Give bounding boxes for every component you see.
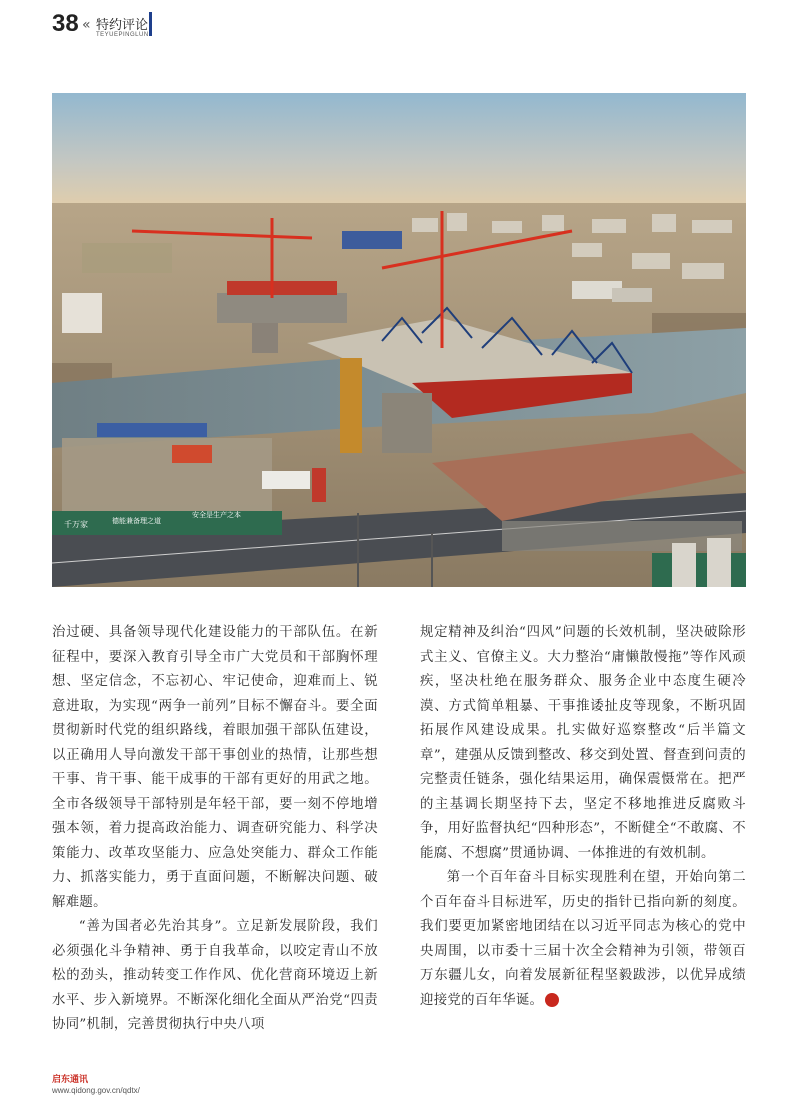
bridge-construction-photo xyxy=(52,93,746,587)
section-title-pinyin: TEYUEPINGLUN xyxy=(96,32,149,38)
article-right-column xyxy=(420,621,746,1013)
paragraph: 治过硬、具备领导现代化建设能力的干部队伍。在新征程中，要深入教育引导全市广大党员和干部胸怀理想、坚定信念，不忘初心、牢记使命，迎难而上、锐意进取，为实现“两争一前列”目标不懈奋斗。要全面贯彻新时代党的组织路线，着眼加强干部队伍建设，以正确用人导向激发干部干事创业的热情，让那些想干事、肯干事、能干成事的干部有更好的用武之地。全市各级领导干部特别是年轻干部，要一刻不停地增强本领，着力提高政治能力、调查研究能力、科学决策能力、改革攻坚能力、应急处突能力、群众工作能力、抓落实能力，勇于直面问题，不断解决问题、破解难题。 xyxy=(52,625,378,910)
paragraph-final xyxy=(420,866,746,1013)
page-number: 38 xyxy=(52,10,79,37)
double-chevron-icon: « xyxy=(82,17,91,33)
footer-brand: 启东通讯 xyxy=(52,1075,89,1085)
signboard-text-1: 千万家 xyxy=(64,520,88,529)
photo-illustration xyxy=(52,93,746,587)
paragraph: 规定精神及纠治“四风”问题的长效机制，坚决破除形式主义、官僚主义。大力整治“庸懒散慢拖”等作风顽疾，坚决杜绝在服务群众、服务企业中态度生硬冷漠、方式简单粗暴、干事推诿扯皮等现象，不断巩固拓展作风建设成果。扎实做好巡察整改“后半篇文章”，建强从反馈到整改、移交到处置、督查到问责的完整责任链条，强化结果运用，确保震慑常在。把严的主基调长期坚持下去，坚定不移地推进反腐败斗争，用好监督执纪“四种形态”，不断健全“不敢腐、不能腐、不想腐”贯通协调、一体推进的有效机制。 xyxy=(420,625,746,861)
article-left-column xyxy=(52,621,378,1038)
end-mark-icon: 东 xyxy=(545,993,559,1007)
signboard-text-3: 安全是生产之本 xyxy=(192,511,241,519)
paragraph-text: 第一个百年奋斗目标实现胜利在望，开始向第二个百年奋斗目标进军，历史的指针已指向新的刻度。我们要更加紧密地团结在以习近平同志为核心的党中央周围，以市委十三届十次全会精神为引领，带领百万东疆儿女，向着发展新征程坚毅跋涉，以优异成绩迎接党的百年华诞。 xyxy=(420,870,746,1008)
page-footer xyxy=(52,1072,140,1095)
footer-url[interactable]: www.qidong.gov.cn/qdtx/ xyxy=(52,1086,140,1095)
signboard-text-2: 德能兼备理之道 xyxy=(112,517,161,525)
section-title: 特约评论 xyxy=(96,18,149,33)
header-accent-bar xyxy=(149,12,152,36)
paragraph: “善为国者必先治其身”。立足新发展阶段，我们必须强化斗争精神、勇于自我革命，以咬定青山不放松的劲头，推动转变工作作风、优化营商环境迈上新水平、步入新境界。不断深化细化全面从严治党“四责协同”机制，完善贯彻执行中央八项 xyxy=(52,919,378,1032)
